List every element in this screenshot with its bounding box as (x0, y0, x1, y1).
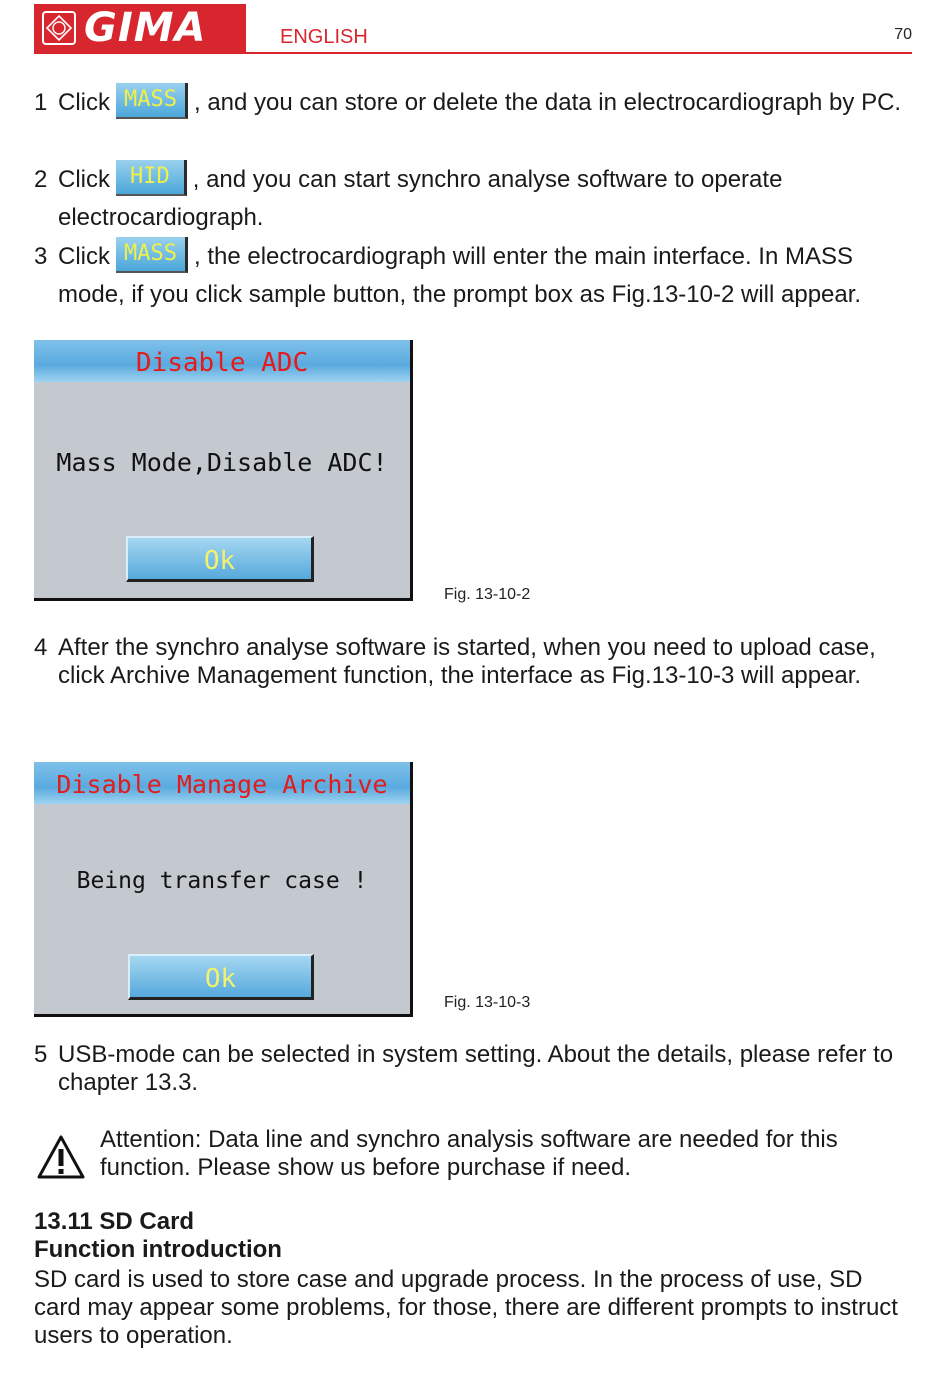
figure-caption: Fig. 13-10-2 (444, 586, 531, 603)
dialog-title: Disable Manage Archive (34, 762, 410, 804)
brand-name: GIMA (84, 5, 207, 51)
step-text: After the synchro analyse software is started, when you need to upload case, click Archive Management function, the interface as Fig.13-10-3 will appear. (58, 634, 876, 689)
step-pre: Click (58, 89, 110, 116)
dialog-message: Mass Mode,Disable ADC! (56, 448, 388, 477)
brand-logo (34, 4, 246, 52)
hid-button: HID (116, 160, 187, 196)
step-5 (34, 1041, 914, 1097)
step-text: USB-mode can be selected in system setting. About the details, please refer to chapter 13.3. (58, 1041, 894, 1096)
ok-button[interactable]: Ok (128, 954, 314, 1000)
mass-button: MASS (116, 83, 188, 119)
step-number: 5 (34, 1041, 48, 1068)
disable-manage-archive-dialog (34, 762, 413, 1017)
disable-adc-dialog (34, 340, 413, 601)
header-divider (34, 52, 912, 54)
dialog-message: Being transfer case ! (76, 868, 368, 894)
step-post: , the electrocardiograph will enter the main interface. In MASS mode, if you click sample button, the prompt box as Fig.13-10-2 will appear. (58, 243, 862, 308)
step-pre: Click (58, 166, 110, 193)
warning-triangle-icon (36, 1134, 86, 1180)
section-heading: 13.11 SD Card (34, 1208, 195, 1235)
gima-emblem-icon (42, 11, 76, 45)
page-header (34, 4, 912, 54)
step-post: , and you can store or delete the data in electrocardiograph by PC. (193, 89, 902, 116)
step-4 (34, 634, 914, 690)
step-number: 3 (34, 243, 48, 270)
step-number: 1 (34, 89, 48, 116)
section-body: SD card is used to store case and upgrade process. In the process of use, SD card may appear some problems, for those, there are different prompts to instruct users to operation. (34, 1266, 898, 1349)
page-number: 70 (894, 26, 912, 43)
ok-button[interactable]: Ok (126, 536, 314, 582)
step-text (58, 84, 914, 122)
figure-caption: Fig. 13-10-3 (444, 994, 531, 1011)
step-number: 4 (34, 634, 48, 661)
language-label: ENGLISH (280, 26, 368, 48)
attention-note: Attention: Data line and synchro analysis software are needed for this function. Please show us before purchase if need. (100, 1126, 838, 1181)
step-post: , and you can start synchro analyse software to operate electrocardiograph. (58, 166, 783, 231)
step-pre: Click (58, 243, 110, 270)
dialog-title: Disable ADC (34, 340, 410, 382)
step-text (58, 161, 914, 237)
step-number: 2 (34, 166, 48, 193)
step-3 (34, 238, 914, 314)
section-subheading: Function introduction (34, 1236, 282, 1263)
step-2 (34, 161, 914, 237)
step-text (58, 238, 914, 314)
step-1 (34, 84, 914, 122)
mass-button: MASS (116, 237, 188, 273)
